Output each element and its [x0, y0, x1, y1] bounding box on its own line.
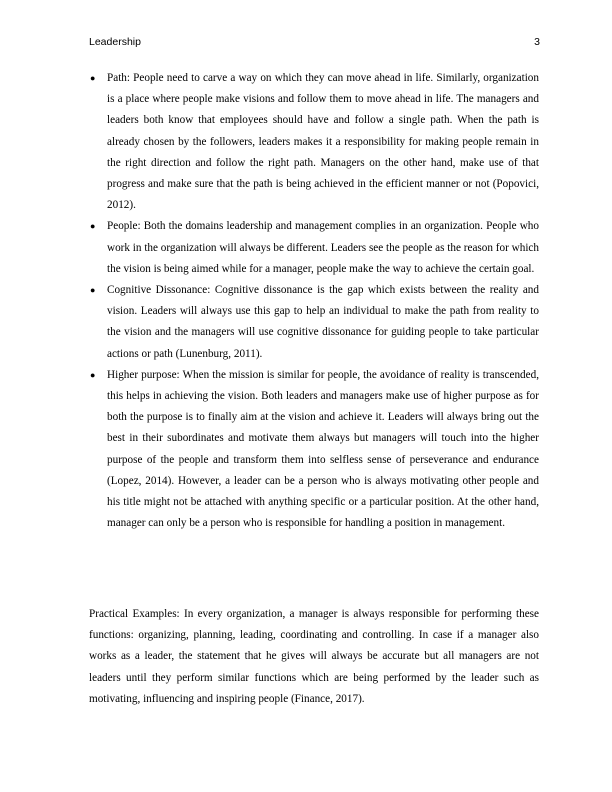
bullet-text-cognitive-dissonance: Cognitive Dissonance: Cognitive dissonance is the gap which exists between the reality and vision. Leaders will always use this gap to help an individual to make the path from reality to the vision and the managers will use cognitive dissonance for guiding people to take particular actions or path (Lunenburg, 2011).	[107, 284, 539, 360]
bullet-text-people: People: Both the domains leadership and management complies in an organization. People who work in the organization will always be different. Leaders see the people as the reason for which the vision is being aimed while for a manager, people make the way to achieve the certain goal.	[107, 220, 539, 275]
bullet-dot-icon: ●	[90, 369, 96, 380]
bullet-text-higher-purpose: Higher purpose: When the mission is similar for people, the avoidance of reality is transcended, this helps in achieving the vision. Both leaders and managers make use of higher purpose as for both the purpose is to finally aim at the vision and achieve it. Leaders will always bring out the best in their subordinates and motivate them always but managers will touch into the higher purpose of the people and transform them into selfless sense of perseverance and endurance (Lopez, 2014). However, a leader can be a person who is always motivating other people and his title might not be attached with anything specific or a particular position. At the other hand, manager can only be a person who is responsible for handling a position in management.	[107, 368, 539, 530]
bullet-dot-icon: ●	[90, 285, 96, 296]
bullet-dot-icon: ●	[90, 221, 96, 232]
bullet-list	[0, 68, 612, 534]
bullet-dot-icon: ●	[90, 73, 96, 83]
practical-examples-paragraph: Practical Examples: In every organization, a manager is always responsible for performing these functions: organizing, planning, leading, coordinating and controlling. In case if a manager also works as a leader, the statement that he gives will always be accurate but all managers are not leaders until they perform similar functions which are being performed by the leader such as motivating, influencing and inspiring people (Finance, 2017).	[89, 608, 539, 705]
bullet-item-people	[90, 216, 539, 280]
running-head: Leadership	[89, 36, 141, 48]
page-number: 3	[534, 36, 540, 48]
bullet-text-path: Path: People need to carve a way on which they can move ahead in life. Similarly, organization is a place where people make visions and follow them to move ahead in life. The managers and leaders both know that employees should have and follow a single path. When the path is already chosen by the followers, leaders makes it a responsibility for making people remain in the right direction and follow the right path. Managers on the other hand, make use of that progress and make sure that the path is being achieved in the efficient manner or not (Popovici, 2012).	[107, 72, 539, 212]
bullet-item-path	[90, 68, 539, 216]
bullet-item-higher-purpose	[90, 365, 539, 535]
bullet-item-cognitive-dissonance	[90, 280, 539, 365]
